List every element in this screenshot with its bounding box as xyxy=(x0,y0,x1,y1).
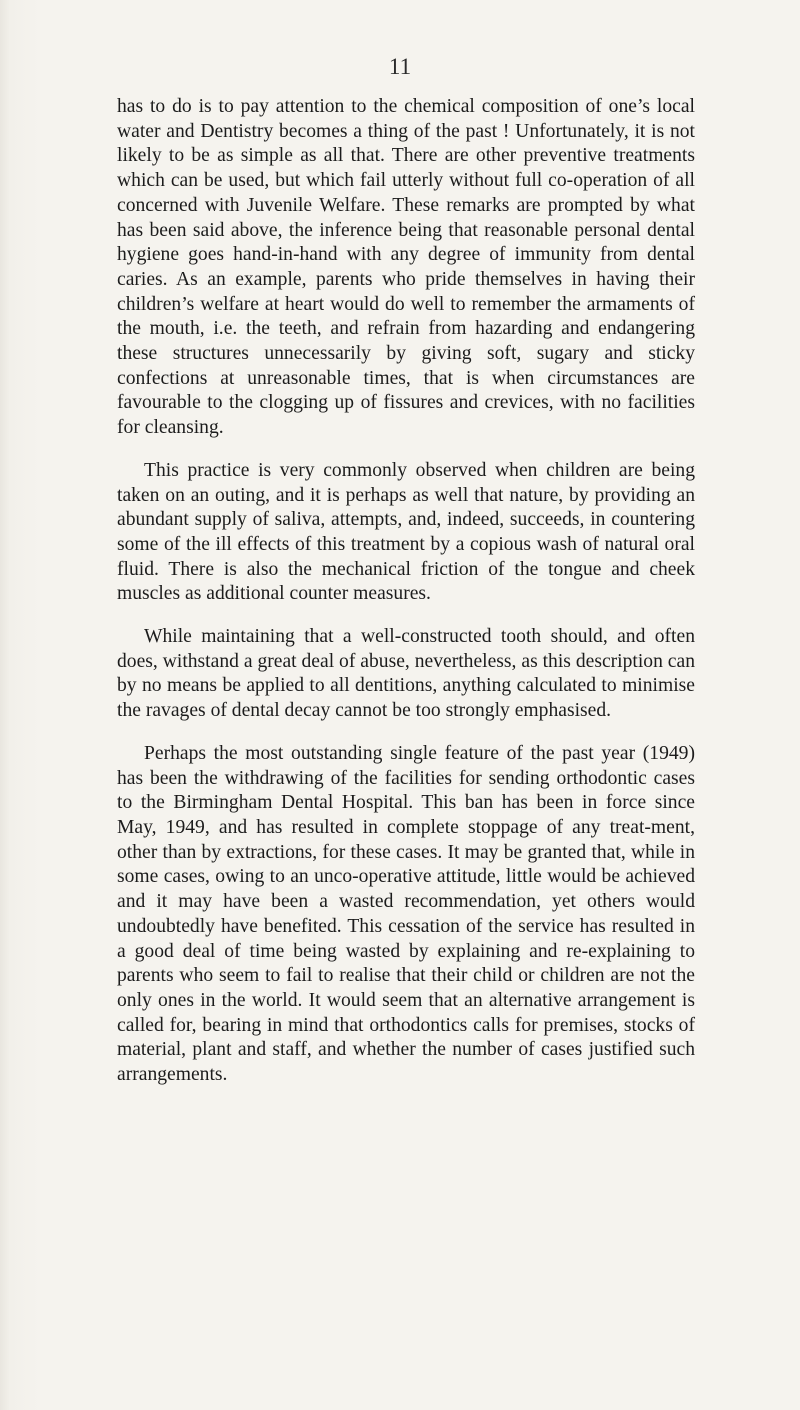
page-number: 11 xyxy=(388,54,412,79)
body-text xyxy=(117,95,695,1106)
paragraph-continuation: has to do is to pay attention to the chemical composition of one’s local water and Dentistry becomes a thing of the past ! Unfortunately, it is not likely to be as simple as all that. There are other preventive treatments which can be used, but which fail utterly without full co-operation of all concerned with Juvenile Welfare. These remarks are prompted by what has been said above, the inference being that reasonable personal dental hygiene goes hand-in-hand with any degree of immunity from dental caries. As an example, parents who pride themselves in having their children’s welfare at heart would do well to remember the armaments of the mouth, i.e. the teeth, and refrain from hazarding and endangering these structures unnecessarily by giving soft, sugary and sticky confections at unreasonable times, that is when circumstances are favourable to the clogging up of fissures and crevices, with no facilities for cleansing. xyxy=(117,96,695,439)
paragraph-outing: This practice is very commonly observed when children are being taken on an outing, and it is perhaps as well that nature, by providing an abundant supply of saliva, attempts, and, indeed, succeeds, in countering some of the ill effects of this treatment by a copious wash of natural oral fluid. There is also the mechanical friction of the tongue and cheek muscles as additional counter measures. xyxy=(117,459,695,605)
paragraph-tooth-abuse: While maintaining that a well-constructed tooth should, and often does, withstand a great deal of abuse, nevertheless, as this description can by no means be applied to all dentitions, anything calculated to minimise the ravages of dental decay cannot be too strongly emphasised. xyxy=(117,626,695,722)
paragraph-orthodontic: Perhaps the most outstanding single feature of the past year (1949) has been the withdrawing of the facilities for sending orthodontic cases to the Birmingham Dental Hospital. This ban has been in force since May, 1949, and has resulted in complete stoppage of any treat-ment, other than by extractions, for these cases. It may be granted that, while in some cases, owing to an unco-operative attitude, little would be achieved and it may have been a wasted recommendation, yet others would undoubtedly have benefited. This cessation of the service has resulted in a good deal of time being wasted by explaining and re-explaining to parents who seem to fail to realise that their child or children are not the only ones in the world. It would seem that an alternative arrangement is called for, bearing in mind that orthodontics calls for premises, stocks of material, plant and staff, and whether the number of cases justified such arrangements. xyxy=(117,742,695,1086)
